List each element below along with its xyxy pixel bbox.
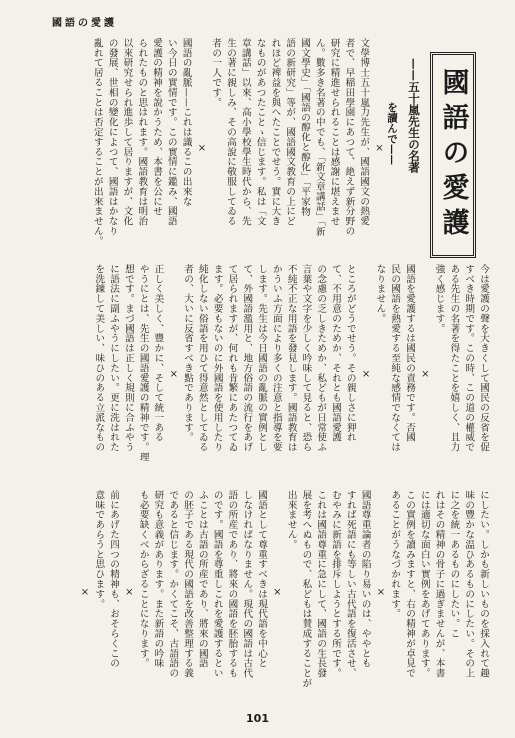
text-column: ん。數多き名著の中でも、「新文章講話」「新 <box>313 38 325 237</box>
text-column: 亂れて居ることは否定することが出來ません。 <box>91 38 103 246</box>
article-title: 國語の愛護 <box>437 67 469 243</box>
text-column: ます。必要もないのに外國語を使用したり <box>211 264 223 453</box>
text-column: を洗錬して美しい、味ひのある立派なもの <box>93 264 105 453</box>
section-separator: × <box>374 143 385 154</box>
text-column: 民の國語を熱愛する至純な感情でなくては <box>389 264 401 453</box>
text-column: 想です。まづ國語は正しく規則に合ふやう <box>122 264 134 453</box>
title-frame <box>430 52 476 258</box>
text-column: 研究も意義があります。また新語の吟味 <box>152 490 164 669</box>
text-column: の胚子である現代の國語を改善整理する義 <box>182 490 194 679</box>
text-column: 出來ません。 <box>285 490 297 550</box>
text-column: なものがあつたことゝ信じます。私は「文 <box>254 38 266 227</box>
row-1 <box>50 38 490 259</box>
running-head: 國語の愛護 <box>52 18 117 29</box>
row-3 <box>50 490 490 695</box>
text-column: かういふ方面により多くの注意と指導を要 <box>270 264 282 453</box>
text-column: 今は愛護の聲を大きくして國民の反省を促 <box>478 264 489 453</box>
text-column: 不純不正な用語を發見します。國語教育は <box>285 264 297 453</box>
text-column: に語法に副ふやうにしたい。更に洗はれた <box>108 264 120 453</box>
section-separator: × <box>375 587 387 598</box>
text-column: であると信じます。かくてこそ、古語語の <box>167 490 179 679</box>
text-column: て、外國語濫用と、地方俗語の流行をあげ <box>241 264 253 453</box>
section-separator: × <box>196 143 208 154</box>
text-column: れはその精神の骨子に過ぎませんが、本書 <box>433 490 445 679</box>
text-column: 以來研究せられ進歩して居りますが、文化 <box>121 38 133 227</box>
row-2 <box>50 264 490 484</box>
text-column: 章講話」以來、高小學校學生時代から、先 <box>239 38 251 227</box>
text-column: 語の所産であり、將來の國語を胚胎するも <box>226 490 238 679</box>
text-column: しなければなりません。現代の國語は古代 <box>241 490 253 679</box>
text-column: い今日の實情です。この實情に鑑み、國語 <box>165 38 177 227</box>
text-column: て居られますが、何れも肯繁にあたつてゐ <box>226 264 238 453</box>
text-column: 味の豐かな温ひあるものにしたい。その上 <box>463 490 475 679</box>
page-number: 101 <box>246 712 269 725</box>
text-column: 文學博士五十嵐力先生が、國語國文の熱愛 <box>358 38 370 227</box>
text-column: 展を考へぬもので、私どもは賛成することが <box>300 490 312 688</box>
text-column: れほど裨益を與へたことでせう。實に大き <box>269 38 281 227</box>
text-column: て、不用意のためか、それとも國語愛護 <box>330 264 342 443</box>
text-column: 者の、大いに反省すべき點であります。 <box>182 264 194 443</box>
article-subtitle: ——五十嵐先生の名著 <box>407 58 421 173</box>
text-column: むやみに新語を排斥しようとする所です。 <box>330 490 342 679</box>
section-separator: × <box>168 368 180 380</box>
section-separator: × <box>79 587 91 598</box>
section-separator: × <box>271 587 283 598</box>
text-column: 國語の亂脈——これは識るこの出來な <box>180 38 192 207</box>
text-column: の發展、世相の變化によつて、國語はかなり <box>106 38 118 236</box>
text-column: 愛護の精神を說かうため、本書を公にせ <box>151 38 163 217</box>
text-column: あることがうなづかれます。 <box>389 490 401 619</box>
text-column: すれば死語にも等しい古代語を復活させ、 <box>344 490 356 679</box>
text-column: も必要缺くべからざることになります。 <box>137 490 149 669</box>
text-column: 國文學史」「國語の醇化と醇化」「平家物 <box>299 38 311 217</box>
text-column: 正しく美しく、豐かに、そして統一ある <box>152 264 164 443</box>
text-column: 者で、早稲田學園にあつて、絶えず新分野の <box>343 38 355 236</box>
title-block <box>385 38 490 259</box>
text-column: なりません。 <box>374 264 386 324</box>
text-column: の念慮の乏しきためか、私どもが日常使ふ <box>315 264 327 453</box>
article-subtitle-cont: を讀んで—— <box>386 102 398 165</box>
text-column: すべき時期です。この時、この道の權威で <box>463 264 475 453</box>
text-column: 強く感じます。 <box>433 264 445 334</box>
text-column: ところがどうでせう。その親しさに狎れ <box>344 264 356 443</box>
text-column: ふことは古語の所産であり、將來の國語 <box>196 490 208 669</box>
section-separator: × <box>419 368 431 380</box>
text-column: 前にあげた四つの精神も、おそらくこの <box>108 490 120 669</box>
text-column: これは國語尊重に急にして、國語の生長發 <box>315 490 327 679</box>
section-separator: × <box>123 587 135 598</box>
text-column: やうにとは、先生の國語愛護の精神です。理 <box>137 264 149 462</box>
text-column: にしたい。しかも新しいものを採入れて趣 <box>478 490 489 679</box>
text-column: 研究に精進せられることは感謝に堪えませ <box>328 38 340 227</box>
text-column: 國語尊重論者の陷り易いのは、ややとも <box>359 490 371 669</box>
text-column: この實例を讀みますと、右の精神が卓見で <box>404 490 416 679</box>
text-column: 者の一人です。 <box>210 38 222 108</box>
text-column: 意味であらうと思ひます。 <box>93 490 105 609</box>
text-column: 語の新研究」等が、國語國文教育の上にど <box>284 38 296 227</box>
text-column: られたものと思はれます。國語教育は明治 <box>136 38 148 227</box>
text-column: 國語として尊重すべきは現代語を中心と <box>256 490 268 669</box>
text-column: 國語を愛護するは國民の責務です。否國 <box>404 264 416 443</box>
text-column: 生の著に親しみ、その高說に敬服してゐる <box>225 38 237 227</box>
text-column: 言葉や文字を少しく吟味して見ると、恐ら <box>300 264 312 453</box>
text-column: に之を統一あるものにしたい。こ <box>448 490 460 639</box>
text-column: ある先生の名著を得たことを嬉しく、且力 <box>448 264 460 453</box>
text-column: します。先生は今日國語の亂脈の實例とし <box>256 264 268 453</box>
text-column: 純化しない俗語を用ひて得意然としてゐる <box>196 264 208 453</box>
section-separator: × <box>360 368 372 380</box>
text-column: には適切な面白い實例をあげてあります。 <box>418 490 430 679</box>
text-column: のです。國語を尊重しこれを愛護するとい <box>211 490 223 679</box>
